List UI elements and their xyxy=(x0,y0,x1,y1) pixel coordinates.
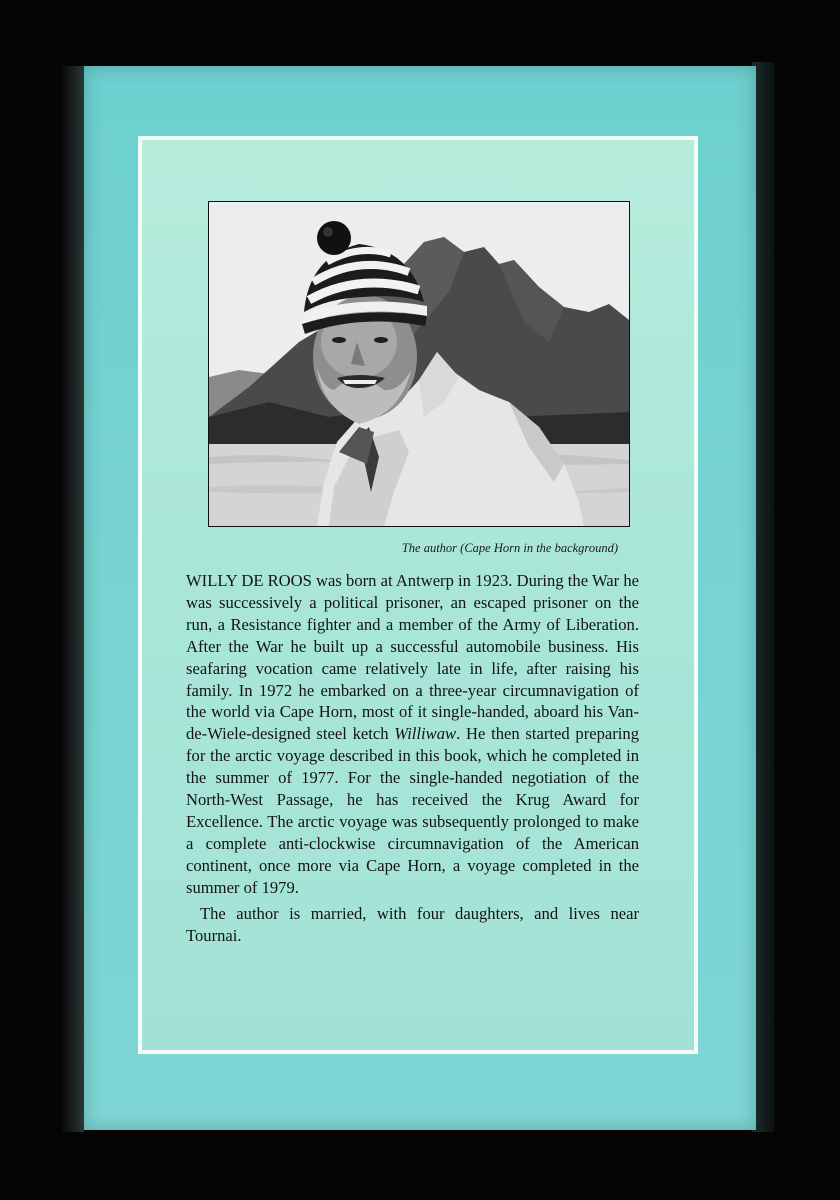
boat-name: Williwaw xyxy=(394,724,457,744)
author-photo xyxy=(208,201,630,527)
author-biography xyxy=(186,570,639,946)
biography-text-part-2: . He then started preparing for the arctic voyage described in this book, which he completed in the summer of 1977. For the single-handed negotiation of the North-West Passage, he has received the Krug Award for Excellence. The arctic voyage was subsequently prolonged to make a complete anti-clockwise circumnavigation of the American continent, once more via Cape Horn, a voyage completed in the summer of 1979. xyxy=(186,724,639,897)
jacket-spine-edge xyxy=(62,66,84,1132)
text-panel xyxy=(138,136,698,1054)
photo-caption: The author (Cape Horn in the background) xyxy=(401,541,618,555)
biography-text-part-1: WILLY DE ROOS was born at Antwerp in 1923. During the War he was successively a political prisoner, an escaped prisoner on the run, a Resistance fighter and a member of the Army of Liberation. After the War he built up a successful automobile business. His seafaring vocation came relatively late in life, after raising his family. In 1972 he embarked on a three-year circumnavigation of the world via Cape Horn, most of it single-handed, aboard his Van-de-Wiele-designed steel ketch xyxy=(186,571,639,744)
biography-paragraph-2: The author is married, with four daughters, and lives near Tournai. xyxy=(186,903,639,945)
biography-paragraph-1 xyxy=(186,570,639,899)
dust-jacket-back-cover xyxy=(84,66,756,1130)
